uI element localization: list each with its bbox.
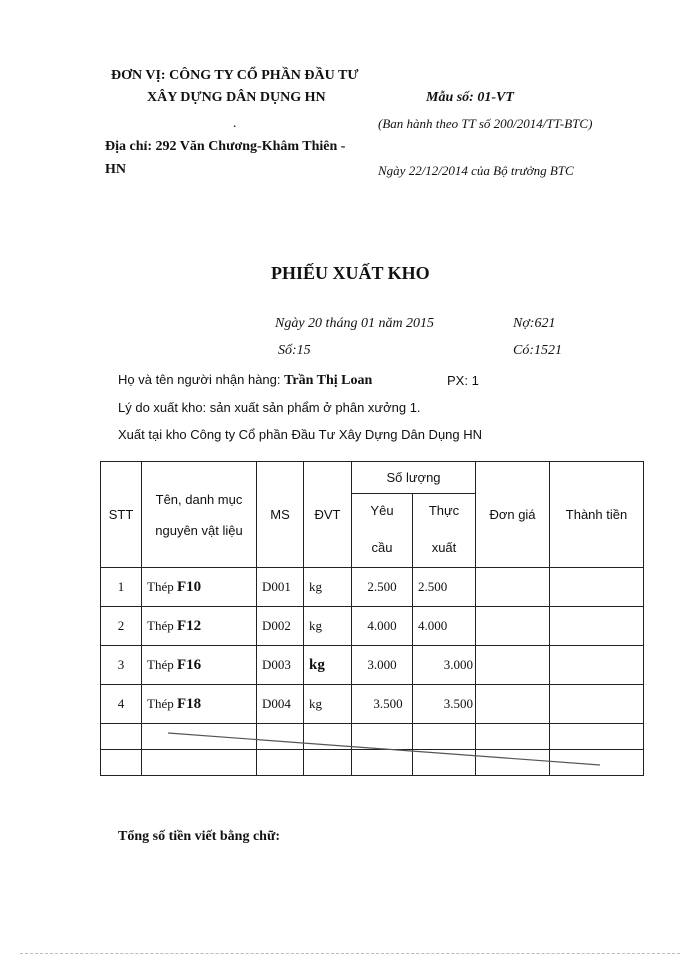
row-actual: 3.500: [413, 685, 476, 724]
document-title: PHIẾU XUẤT KHO: [271, 263, 430, 283]
header-requested-line2: cầu: [352, 528, 413, 568]
material-code: F18: [176, 695, 202, 712]
header-dot: .: [233, 116, 237, 131]
row-stt: 4: [101, 685, 142, 724]
voucher-number: Số:15: [278, 343, 311, 358]
row-requested: 3.500: [352, 685, 413, 724]
header-material-name-line1: Tên, danh mục: [155, 491, 243, 507]
header-amount: Thành tiền: [550, 462, 644, 568]
address-line2: HN: [105, 162, 126, 177]
material-prefix: Thép: [147, 656, 177, 672]
row-dvt: kg: [304, 568, 352, 607]
header-unit-price: Đơn giá: [476, 462, 550, 568]
issue-reason: Lý do xuất kho: sản xuất sản phẩm ở phân xưởng 1.: [118, 400, 421, 415]
header-dvt: ĐVT: [304, 462, 352, 568]
unit-name-line2: XÂY DỰNG DÂN DỤNG HN: [147, 90, 326, 105]
debit-account: Nợ:621: [513, 316, 556, 331]
address-line1: Địa chỉ: 292 Văn Chương-Khâm Thiên -: [105, 139, 346, 154]
credit-account: Có:1521: [513, 343, 562, 358]
row-stt: 1: [101, 568, 142, 607]
voucher-date: Ngày 20 tháng 01 năm 2015: [275, 316, 435, 331]
header-requested-line1: Yêu: [352, 494, 413, 528]
row-ms: D004: [257, 685, 304, 724]
row-stt: 2: [101, 607, 142, 646]
row-ms: D001: [257, 568, 304, 607]
px-number: PX: 1: [447, 373, 479, 388]
header-actual-line2: xuất: [413, 528, 476, 568]
row-dvt: kg: [304, 685, 352, 724]
receiver-name: Trần Thị Loan: [284, 373, 373, 388]
material-code: F16: [176, 656, 202, 673]
header-stt: STT: [101, 462, 142, 568]
row-actual: 3.000: [413, 646, 476, 685]
header-ms: MS: [257, 462, 304, 568]
material-code: F12: [176, 617, 202, 634]
header-quantity: Số lượng: [352, 462, 476, 494]
row-dvt: kg: [304, 646, 352, 685]
row-dvt: kg: [304, 607, 352, 646]
row-requested: 4.000: [352, 607, 413, 646]
row-ms: D002: [257, 607, 304, 646]
row-ms: D003: [257, 646, 304, 685]
header-actual-line1: Thực: [413, 494, 476, 528]
receiver-label: Họ và tên người nhận hàng:: [118, 372, 285, 387]
material-prefix: Thép: [147, 578, 177, 594]
row-requested: 3.000: [352, 646, 413, 685]
warehouse-line: Xuất tại kho Công ty Cổ phần Đầu Tư Xây Dựng Dân Dụng HN: [118, 427, 483, 442]
unit-name-line1: ĐƠN VỊ: CÔNG TY CỔ PHẦN ĐẦU TƯ: [111, 68, 359, 83]
issued-by: (Ban hành theo TT số 200/2014/TT-BTC): [378, 116, 593, 131]
page-edge-divider: [20, 953, 680, 954]
row-actual: 2.500: [413, 568, 476, 607]
row-stt: 3: [101, 646, 142, 685]
material-prefix: Thép: [147, 695, 177, 711]
material-prefix: Thép: [147, 617, 177, 633]
issued-date: Ngày 22/12/2014 của Bộ trưởng BTC: [378, 163, 574, 178]
header-material-name-line2: nguyên vật liệu: [155, 522, 243, 538]
row-actual: 4.000: [413, 607, 476, 646]
form-number: Mẫu số: 01-VT: [426, 90, 514, 105]
row-requested: 2.500: [352, 568, 413, 607]
total-in-words-label: Tổng số tiền viết bằng chữ:: [118, 829, 281, 844]
material-code: F10: [176, 578, 202, 595]
